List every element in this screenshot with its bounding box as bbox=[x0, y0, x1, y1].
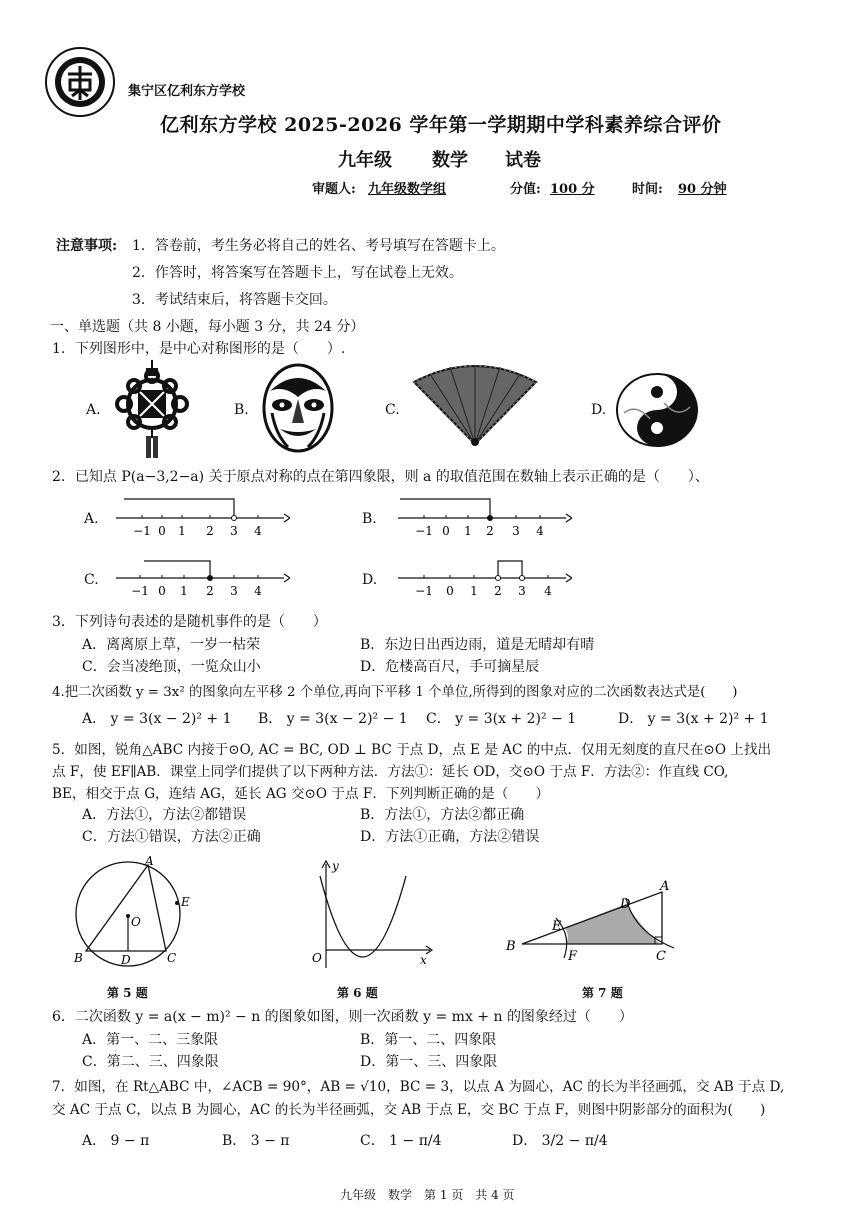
point-c-label: C bbox=[167, 951, 177, 965]
q7-option-a: A． 9 − π bbox=[82, 1133, 150, 1149]
note-item: 3．考试结束后，将答题卡交回。 bbox=[132, 292, 337, 308]
q5-line-2: 点 F，使 EF∥AB．课堂上同学们提供了以下两种方法．方法①：延长 OD，交⊙O 于点 F．方法②：作直线 CO, bbox=[52, 764, 729, 780]
exam-title: 亿利东方学校 2025-2026 学年第一学期期中学科素养综合评价 bbox=[160, 114, 722, 136]
q1-label-a: A. bbox=[86, 402, 101, 418]
subtitle-subject: 数学 bbox=[432, 150, 468, 171]
q1-label-b: B. bbox=[234, 402, 249, 418]
opera-mask-image bbox=[262, 363, 334, 453]
point-a-label: A bbox=[660, 879, 670, 894]
axis-y-label: y bbox=[332, 859, 339, 873]
reviewer-label: 审题人: bbox=[312, 182, 356, 197]
number-line-a bbox=[114, 496, 290, 540]
point-a-label: A bbox=[145, 856, 154, 868]
q7-line-2: 交 AC 于点 C，以点 B 为圆心，AC 的长为半径画弧，交 AB 于点 E，交 BC 于点 F，则图中阴影部分的面积为( ) bbox=[52, 1102, 766, 1118]
tick-label: 4 bbox=[536, 524, 544, 538]
q3-option-d: D．危楼高百尺，手可摘星辰 bbox=[360, 659, 540, 675]
tick-label: 0 bbox=[442, 524, 450, 538]
tick-label: 3 bbox=[230, 524, 238, 538]
q6-option-b: B．第一、二、四象限 bbox=[360, 1032, 497, 1048]
q2-label-a: A. bbox=[84, 511, 99, 527]
q6-option-a: A．第一、二、三象限 bbox=[82, 1032, 219, 1048]
q6-option-d: D．第一、三、四象限 bbox=[360, 1054, 498, 1070]
tick-label: −1 bbox=[415, 524, 433, 538]
q7-option-c: C． 1 − π/4 bbox=[360, 1133, 442, 1149]
figure-7-triangle-diagram bbox=[500, 878, 690, 966]
q7-line-1: 7．如图，在 Rt△ABC 中，∠ACB = 90°，AB = √10，BC = 3，以点 A 为圆心，AC 的长为半径画弧，交 AB 于点 D, bbox=[52, 1079, 785, 1095]
note-item: 2．作答时，将答案写在答题卡上，写在试卷上无效。 bbox=[132, 265, 463, 281]
number-line-c bbox=[114, 558, 290, 602]
tick-label: −1 bbox=[131, 584, 149, 598]
time-label: 时间: bbox=[632, 182, 663, 197]
point-o-label: O bbox=[131, 915, 141, 929]
point-b-label: B bbox=[506, 939, 516, 954]
point-d-label: D bbox=[620, 897, 631, 912]
q2-label-c: C. bbox=[84, 572, 99, 588]
point-f-label: F bbox=[568, 949, 578, 964]
subtitle-grade: 九年级 bbox=[338, 150, 392, 171]
section-title: 一、单选题（共 8 小题，每小题 3 分，共 24 分） bbox=[50, 319, 365, 335]
q2-label-d: D. bbox=[362, 572, 378, 588]
tick-label: 4 bbox=[544, 584, 552, 598]
figure-6-caption: 第 6 题 bbox=[337, 986, 378, 1000]
tick-label: 1 bbox=[180, 584, 188, 598]
figure-5-circle-diagram bbox=[64, 856, 194, 968]
folding-fan-image bbox=[410, 360, 540, 448]
tick-label: −1 bbox=[133, 524, 151, 538]
q6-option-c: C．第二、三、四象限 bbox=[82, 1054, 219, 1070]
tick-label: 2 bbox=[206, 584, 214, 598]
q4-stem: 4.把二次函数 y = 3x² 的图象向左平移 2 个单位,再向下平移 1 个单位,所得到的图象对应的二次函数表达式是( ) bbox=[52, 685, 738, 700]
tick-label: 2 bbox=[206, 524, 214, 538]
q1-label-d: D. bbox=[591, 402, 607, 418]
subtitle-paper: 试卷 bbox=[505, 150, 541, 171]
q5-option-d: D．方法①正确，方法②错误 bbox=[360, 829, 540, 845]
q5-option-c: C．方法①错误，方法②正确 bbox=[82, 829, 261, 845]
q4-option-a: A． y = 3(x − 2)² + 1 bbox=[82, 711, 232, 727]
q4-option-c: C． y = 3(x + 2)² − 1 bbox=[426, 711, 577, 727]
q4-option-b: B． y = 3(x − 2)² − 1 bbox=[258, 711, 408, 727]
tick-label: 4 bbox=[254, 524, 262, 538]
q2-stem: 2．已知点 P(a−3,2−a) 关于原点对称的点在第四象限，则 a 的取值范围在数轴上表示正确的是（ ）、 bbox=[52, 469, 709, 485]
note-item: 1．答卷前，考生务必将自己的姓名、考号填写在答题卡上。 bbox=[132, 238, 505, 254]
q3-option-b: B．东边日出西边雨，道是无晴却有晴 bbox=[360, 637, 595, 653]
school-logo bbox=[44, 46, 116, 118]
page-footer: 九年级 数学 第 1 页 共 4 页 bbox=[340, 1188, 515, 1202]
point-c-label: C bbox=[656, 949, 666, 964]
q5-option-b: B．方法①，方法②都正确 bbox=[360, 807, 525, 823]
tick-label: 0 bbox=[158, 524, 166, 538]
figure-6-parabola-graph bbox=[306, 858, 436, 970]
score: 100 分 bbox=[550, 182, 595, 197]
tick-label: 0 bbox=[446, 584, 454, 598]
q3-stem: 3．下列诗句表述的是随机事件的是（ ） bbox=[52, 614, 327, 630]
notes-label: 注意事项: bbox=[56, 238, 118, 254]
chinese-knot-image bbox=[108, 360, 196, 460]
tick-label: 3 bbox=[230, 584, 238, 598]
tick-label: 3 bbox=[518, 584, 526, 598]
q6-stem: 6．二次函数 y = a(x − m)² − n 的图象如图，则一次函数 y = mx + n 的图象经过（ ） bbox=[52, 1009, 633, 1025]
q1-stem: 1．下列图形中，是中心对称图形的是（ ）. bbox=[52, 341, 346, 357]
q1-label-c: C. bbox=[385, 402, 400, 418]
number-line-b bbox=[396, 496, 572, 540]
tick-label: 2 bbox=[494, 584, 502, 598]
two-fish-image bbox=[616, 373, 698, 447]
q3-option-a: A．离离原上草，一岁一枯荣 bbox=[82, 637, 261, 653]
q7-option-d: D． 3/2 − π/4 bbox=[512, 1133, 608, 1149]
score-label: 分值: bbox=[510, 182, 541, 197]
tick-label: 3 bbox=[512, 524, 520, 538]
tick-label: 2 bbox=[486, 524, 494, 538]
school-name-small: 集宁区亿利东方学校 bbox=[128, 84, 246, 99]
point-e-label: E bbox=[552, 919, 562, 934]
tick-label: 4 bbox=[254, 584, 262, 598]
point-d-label: D bbox=[121, 953, 131, 967]
q7-option-b: B． 3 − π bbox=[222, 1133, 290, 1149]
origin-label: O bbox=[312, 951, 322, 965]
q5-option-a: A．方法①，方法②都错误 bbox=[82, 807, 247, 823]
tick-label: 0 bbox=[158, 584, 166, 598]
time: 90 分钟 bbox=[678, 182, 727, 197]
number-line-d bbox=[396, 558, 572, 602]
tick-label: −1 bbox=[415, 584, 433, 598]
q5-line-3: BE，相交于点 G，连结 AG，延长 AG 交⊙O 于点 F．下列判断正确的是（ ） bbox=[52, 786, 550, 802]
figure-5-caption: 第 5 题 bbox=[107, 986, 148, 1000]
q4-option-d: D． y = 3(x + 2)² + 1 bbox=[618, 711, 769, 727]
point-e-label: E bbox=[181, 895, 190, 909]
q3-option-c: C．会当凌绝顶，一览众山小 bbox=[82, 659, 261, 675]
tick-label: 1 bbox=[464, 524, 472, 538]
q5-line-1: 5．如图，锐角△ABC 内接于⊙O, AC = BC, OD ⊥ BC 于点 D，点 E 是 AC 的中点．仅用无刻度的直尺在⊙O 上找出 bbox=[52, 742, 772, 758]
q2-label-b: B. bbox=[362, 511, 377, 527]
figure-7-caption: 第 7 题 bbox=[582, 986, 623, 1000]
reviewer: 九年级数学组 bbox=[368, 182, 447, 197]
point-b-label: B bbox=[74, 951, 83, 965]
axis-x-label: x bbox=[420, 953, 427, 967]
tick-label: 1 bbox=[470, 584, 478, 598]
tick-label: 1 bbox=[178, 524, 186, 538]
